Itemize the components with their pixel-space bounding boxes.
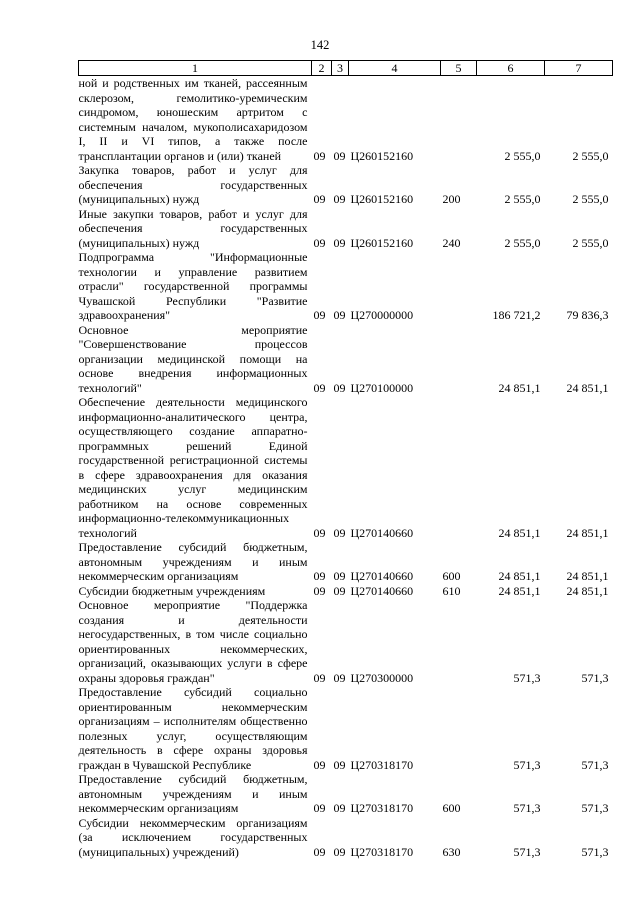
target-article-code: Ц270100000: [350, 380, 414, 395]
table-header-row: [79, 61, 613, 76]
amount-year-1: 24 851,1: [498, 380, 541, 395]
row-description: Основное мероприятие "Поддержка создания и деятельности негосударственных, в том числе социально ориентированных некоммерческих, организаций, оказывающих услуги в сфере охраны здоровья граждан": [78, 598, 308, 685]
amount-year-1: 24 851,1: [498, 583, 541, 598]
expense-type-code: [441, 250, 477, 323]
amount-year-2: 571,3: [581, 801, 609, 815]
target-article-code: Ц270318170: [350, 757, 414, 772]
row-description: ной и родственных им тканей, рассеянным склерозом, гемолитико-уремическим синдромом, юношеским артритом с системным началом, мукополисахаридозом I, II и VI типов, а также после трансплантации органов и (или) тканей: [78, 76, 308, 163]
target-article-code: Ц270000000: [350, 308, 414, 322]
amount-year-2: 571,3: [581, 670, 609, 685]
subsection-code: 09: [333, 670, 346, 685]
subsection-code: 09: [333, 569, 346, 583]
amount-year-1: 186 721,2: [492, 308, 541, 322]
column-header: 6: [477, 61, 545, 76]
column-header: 4: [349, 61, 441, 76]
expense-type-code: [441, 685, 477, 772]
subsection-code: 09: [333, 801, 346, 815]
amount-year-1: 571,3: [513, 801, 541, 815]
expense-type-code: 630: [442, 844, 461, 859]
amount-year-1: 571,3: [513, 670, 541, 685]
table-row: [79, 163, 613, 207]
subsection-code: 09: [333, 380, 346, 395]
subsection-code: 09: [333, 308, 346, 322]
amount-year-1: 2 555,0: [504, 235, 541, 250]
table-row: [79, 76, 613, 164]
row-description: Субсидии бюджетным учреждениям: [78, 583, 266, 598]
row-description: Закупка товаров, работ и услуг для обеспечения государственных (муниципальных) нужд: [78, 163, 308, 206]
amount-year-2: 79 836,3: [566, 308, 609, 322]
section-code: 09: [313, 308, 326, 322]
row-description: Обеспечение деятельности медицинского информационно-аналитического центра, осуществляющего создание аппаратно-программных решений Единой государственной регистрационной системы в сфере здравоохранения для оказания медицинских услуг медицинским работником на основе современных информационно-телекоммуникационных технологий: [78, 395, 308, 540]
section-code: 09: [313, 670, 326, 685]
row-description: Подпрограмма "Информационные технологии и управление развитием отрасли" государственной программы Чувашской Республики "Развитие здравоохранения": [78, 250, 308, 322]
page-number: 142: [310, 38, 330, 52]
section-code: 09: [313, 583, 326, 598]
table-row: [79, 816, 613, 860]
table-row: [79, 685, 613, 772]
target-article-code: Ц260152160: [350, 235, 414, 250]
target-article-code: Ц260152160: [350, 192, 414, 206]
section-code: 09: [313, 844, 326, 859]
target-article-code: Ц270318170: [350, 801, 414, 815]
column-header: 3: [332, 61, 349, 76]
section-code: 09: [313, 148, 326, 163]
table-row: [79, 540, 613, 584]
table-row: [79, 323, 613, 396]
amount-year-1: 571,3: [513, 757, 541, 772]
amount-year-1: 24 851,1: [498, 525, 541, 540]
row-description: Иные закупки товаров, работ и услуг для обеспечения государственных (муниципальных) нужд: [78, 206, 308, 250]
row-description: Предоставление субсидий бюджетным, автономным учреждениям и иным некоммерческим организациям: [78, 540, 308, 583]
column-header: 5: [441, 61, 477, 76]
row-description: Предоставление субсидий бюджетным, автономным учреждениям и иным некоммерческим организациям: [78, 772, 308, 815]
section-code: 09: [313, 757, 326, 772]
amount-year-1: 2 555,0: [504, 192, 541, 206]
amount-year-2: 24 851,1: [566, 583, 609, 598]
section-code: 09: [313, 525, 326, 540]
expense-type-code: 200: [442, 192, 461, 206]
section-code: 09: [313, 192, 326, 206]
table-row: [79, 598, 613, 685]
target-article-code: Ц270140660: [350, 525, 414, 540]
amount-year-1: 571,3: [513, 844, 541, 859]
amount-year-1: 2 555,0: [504, 148, 541, 163]
amount-year-2: 24 851,1: [566, 525, 609, 540]
target-article-code: Ц270140660: [350, 583, 414, 598]
section-code: 09: [313, 235, 326, 250]
amount-year-2: 2 555,0: [572, 192, 609, 206]
expense-type-code: [441, 395, 477, 540]
expense-type-code: [441, 76, 477, 164]
expense-type-code: 240: [442, 235, 461, 250]
table-row: [79, 584, 613, 599]
subsection-code: 09: [333, 844, 346, 859]
budget-table: [78, 60, 613, 859]
subsection-code: 09: [333, 148, 346, 163]
amount-year-2: 2 555,0: [572, 235, 609, 250]
amount-year-2: 2 555,0: [572, 148, 609, 163]
amount-year-2: 24 851,1: [566, 569, 609, 583]
subsection-code: 09: [333, 525, 346, 540]
table-row: [79, 250, 613, 323]
amount-year-1: 24 851,1: [498, 569, 541, 583]
subsection-code: 09: [333, 192, 346, 206]
target-article-code: Ц270300000: [350, 670, 414, 685]
expense-type-code: 600: [442, 569, 461, 583]
amount-year-2: 24 851,1: [566, 380, 609, 395]
column-header: 7: [545, 61, 613, 76]
row-description: Предоставление субсидий социально ориентированным некоммерческим организациям – исполнителям общественно полезных услуг, осуществляющим деятельность в сфере охраны здоровья граждан в Чувашской Республике: [78, 685, 308, 772]
column-header: 2: [312, 61, 332, 76]
amount-year-2: 571,3: [581, 844, 609, 859]
table-row: [79, 395, 613, 540]
row-description: Основное мероприятие "Совершенствование процессов организации медицинской помощи на основе внедрения информационных технологий": [78, 322, 308, 395]
expense-type-code: [441, 323, 477, 396]
target-article-code: Ц270140660: [350, 569, 414, 583]
row-description: Субсидии некоммерческим организациям (за исключением государственных (муниципальных) учреждений): [78, 815, 308, 859]
amount-year-2: 571,3: [581, 757, 609, 772]
table-row: [79, 772, 613, 816]
section-code: 09: [313, 801, 326, 815]
expense-type-code: [441, 598, 477, 685]
target-article-code: Ц260152160: [350, 148, 414, 163]
subsection-code: 09: [333, 757, 346, 772]
expense-type-code: 600: [442, 801, 461, 815]
expense-type-code: 610: [442, 583, 461, 598]
section-code: 09: [313, 569, 326, 583]
target-article-code: Ц270318170: [350, 844, 414, 859]
column-header: 1: [79, 61, 312, 76]
section-code: 09: [313, 380, 326, 395]
subsection-code: 09: [333, 235, 346, 250]
table-row: [79, 207, 613, 251]
subsection-code: 09: [333, 583, 346, 598]
